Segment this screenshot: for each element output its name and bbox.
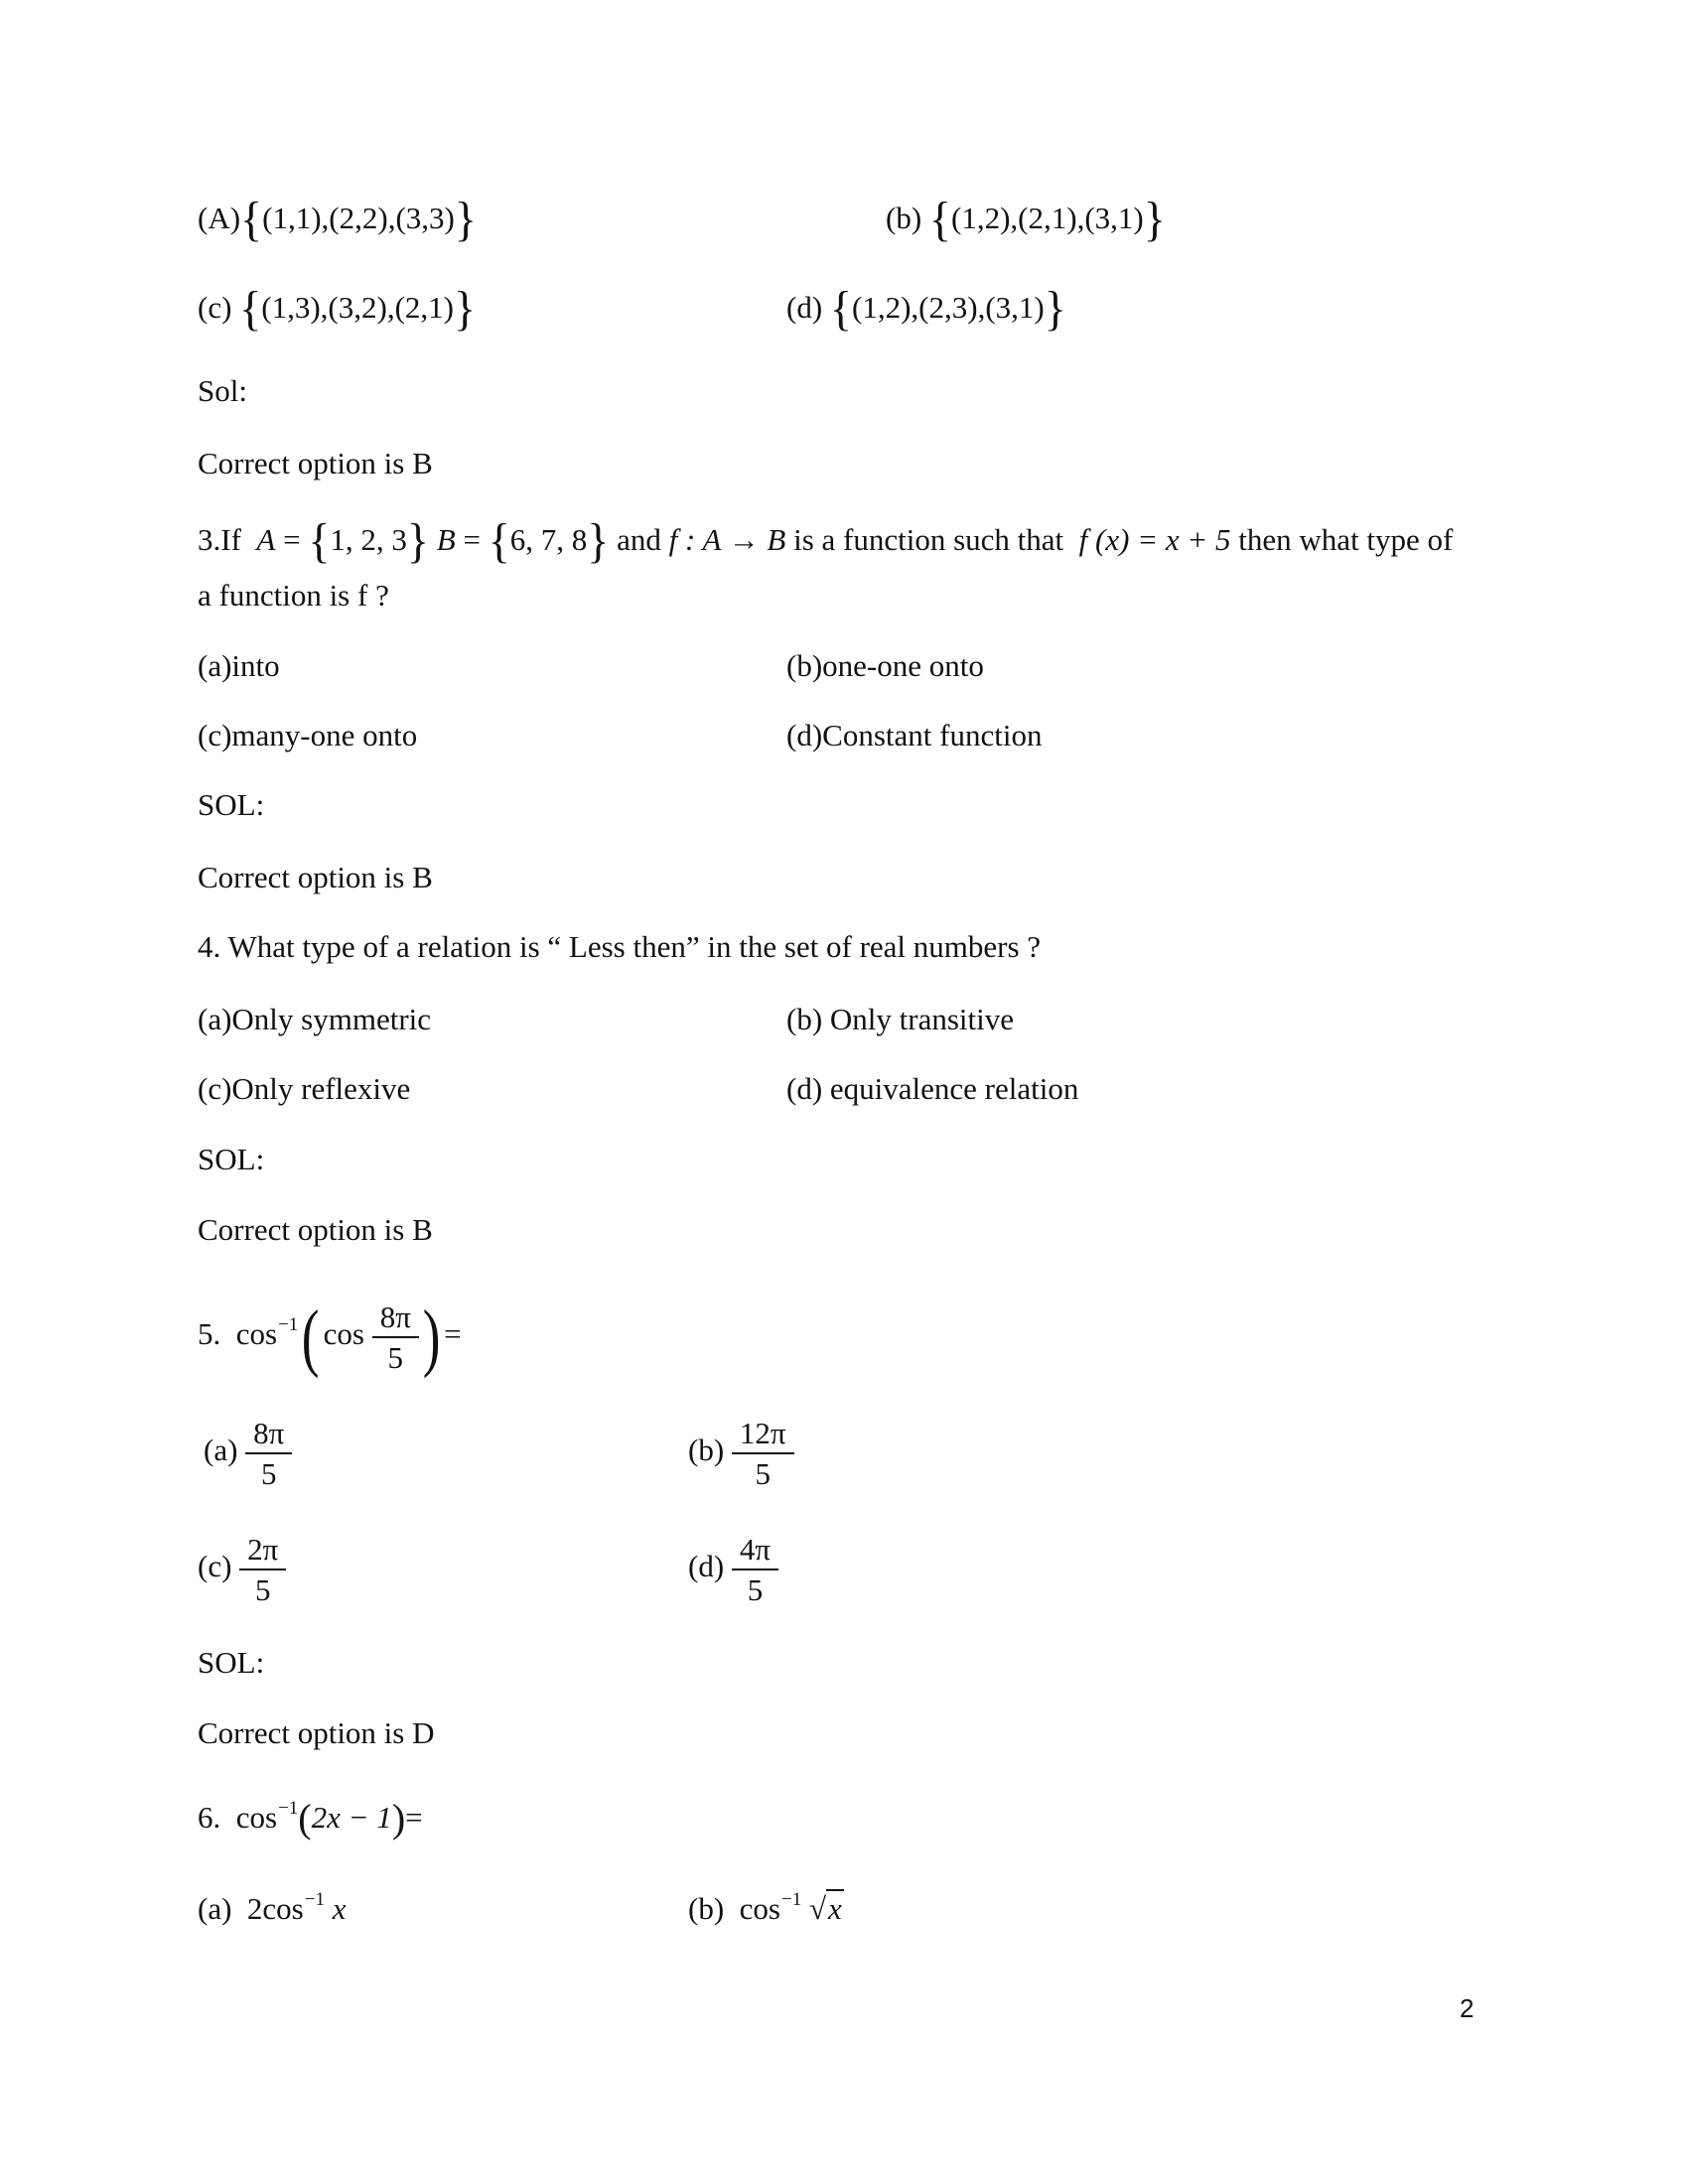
question-number: 3.If	[198, 522, 241, 557]
left-brace: {	[308, 513, 331, 568]
q5-question	[198, 1281, 462, 1379]
fraction	[243, 1531, 282, 1607]
option-label: (a)	[204, 1433, 238, 1467]
right-brace: }	[1143, 192, 1166, 246]
text-mid: is a function such that	[793, 522, 1064, 557]
function-mapping: : A → B	[685, 522, 786, 557]
pair: (2,3)	[918, 290, 978, 325]
fraction	[736, 1415, 790, 1491]
q2-option-d: (d) {(1,2),(2,3),(3,1)}	[786, 281, 1066, 336]
set-a-name: A	[256, 522, 276, 557]
function-def-rhs: = x + 5	[1137, 522, 1231, 557]
option-label: (a)	[198, 648, 232, 683]
inverse-superscript: −1	[278, 1798, 299, 1819]
q4-option-d	[786, 1069, 1078, 1109]
right-paren: )	[422, 1295, 441, 1379]
function-name: f	[668, 522, 678, 557]
option-text: many-one onto	[231, 718, 418, 752]
function-argument: x	[332, 1891, 347, 1926]
fraction-denominator: 5	[245, 1452, 292, 1489]
option-label: (d)	[786, 718, 823, 752]
option-label: (b)	[786, 1002, 830, 1036]
function-inner: cos	[323, 1316, 364, 1351]
set-b-elements: 6, 7, 8	[509, 522, 588, 557]
q3-option-d	[786, 716, 1042, 755]
pair: (2,2)	[329, 201, 388, 235]
left-brace: {	[488, 513, 510, 568]
inverse-superscript: −1	[780, 1889, 802, 1910]
option-label: (c)	[198, 718, 232, 752]
option-label: (a)	[198, 1002, 232, 1036]
option-text: into	[231, 648, 280, 683]
function-outer: cos	[235, 1316, 278, 1351]
q4-sol-label: SOL:	[198, 1142, 265, 1176]
inverse-superscript: −1	[304, 1889, 325, 1910]
fraction-denominator: 5	[239, 1569, 286, 1605]
q2-option-a: (A){(1,1),(2,2),(3,3)}	[198, 192, 477, 246]
pair: (2,1)	[394, 290, 454, 325]
function-name: cos	[235, 1800, 278, 1835]
q6-option-b	[688, 1880, 844, 1929]
radical-icon: √	[808, 1891, 826, 1926]
q4-option-b	[786, 1000, 1014, 1039]
q3-option-b	[786, 646, 984, 686]
fraction-numerator: 2π	[247, 1531, 279, 1567]
q2-option-b: (b) {(1,2),(2,1),(3,1)}	[886, 192, 1166, 246]
coefficient: 2	[246, 1891, 263, 1926]
right-brace: }	[453, 281, 477, 336]
equals-sign: =	[405, 1800, 423, 1835]
left-brace: {	[928, 192, 951, 246]
pair: (1,1)	[262, 201, 322, 235]
set-b-name: B	[436, 522, 456, 557]
option-label: (A)	[198, 201, 241, 235]
q4-option-a	[198, 1000, 431, 1039]
q6-question	[198, 1789, 423, 1839]
q3-option-a	[198, 646, 280, 686]
fraction-denominator: 5	[732, 1569, 778, 1605]
q3-option-c	[198, 716, 417, 755]
question-number: 6.	[198, 1800, 221, 1835]
function-def-lhs: f (x)	[1078, 522, 1130, 557]
fraction-numerator: 12π	[739, 1415, 786, 1450]
option-label: (b)	[688, 1433, 725, 1467]
text-end: then what type of	[1238, 522, 1454, 557]
q2-sol-label: Sol:	[198, 373, 247, 408]
left-brace: {	[829, 281, 852, 336]
q6-option-a	[198, 1880, 346, 1929]
left-paren: (	[298, 1796, 312, 1841]
left-brace: {	[239, 281, 262, 336]
right-paren: )	[391, 1796, 406, 1841]
option-label: (d)	[786, 290, 823, 325]
q3-sol-label: SOL:	[198, 787, 265, 822]
fraction	[736, 1531, 774, 1607]
option-text: one-one onto	[822, 648, 984, 683]
q5-option-d	[688, 1531, 778, 1605]
right-brace: }	[454, 192, 477, 246]
q5-option-c	[198, 1531, 286, 1605]
q4-answer: Correct option is B	[198, 1212, 433, 1247]
q5-sol-label: SOL:	[198, 1645, 265, 1680]
option-label: (c)	[198, 1549, 232, 1583]
question-number: 5.	[198, 1316, 221, 1351]
option-text: Constant function	[822, 718, 1043, 752]
q5-option-b	[688, 1415, 794, 1489]
left-paren: (	[302, 1295, 320, 1379]
pair: (3,1)	[1084, 201, 1144, 235]
page-number: 2	[1460, 1993, 1475, 2023]
radicand: x	[827, 1891, 842, 1926]
option-label: (a)	[198, 1891, 232, 1926]
q3-question-line2: a function is f ?	[198, 578, 389, 613]
q4-question: 4. What type of a relation is “ Less then” in the set of real numbers ?	[198, 929, 1042, 964]
option-text: Only reflexive	[231, 1071, 411, 1106]
q2-answer: Correct option is B	[198, 446, 433, 480]
fraction-numerator: 8π	[253, 1415, 285, 1450]
pair: (3,1)	[985, 290, 1045, 325]
q3-answer: Correct option is B	[198, 860, 433, 894]
right-brace: }	[587, 513, 610, 568]
inverse-superscript: −1	[278, 1314, 299, 1335]
q4-option-c	[198, 1069, 410, 1109]
option-label: (d)	[786, 1071, 830, 1106]
left-brace: {	[240, 192, 263, 246]
right-brace: }	[1044, 281, 1066, 336]
pair: (3,2)	[328, 290, 387, 325]
option-text: equivalence relation	[829, 1071, 1079, 1106]
function-name: cos	[262, 1891, 304, 1926]
square-root	[809, 1889, 844, 1929]
fraction	[376, 1298, 415, 1375]
option-label: (b)	[786, 648, 823, 683]
function-argument: 2x − 1	[311, 1800, 392, 1835]
option-text: Only symmetric	[231, 1002, 432, 1036]
pair: (1,2)	[951, 201, 1011, 235]
pair: (3,3)	[395, 201, 455, 235]
option-text: Only transitive	[829, 1002, 1015, 1036]
fraction	[249, 1415, 288, 1491]
right-brace: }	[406, 513, 430, 568]
fraction-numerator: 8π	[379, 1298, 411, 1334]
option-label: (c)	[198, 290, 232, 325]
pair: (2,1)	[1018, 201, 1077, 235]
pair: (1,3)	[261, 290, 321, 325]
option-label: (b)	[886, 201, 922, 235]
pair: (1,2)	[852, 290, 912, 325]
q5-answer: Correct option is D	[198, 1715, 435, 1750]
q5-option-a	[204, 1415, 292, 1489]
q2-option-c: (c) {(1,3),(3,2),(2,1)}	[198, 281, 477, 336]
fraction-denominator: 5	[372, 1336, 419, 1373]
equals-sign: =	[444, 1316, 462, 1351]
option-label: (b)	[688, 1891, 725, 1926]
text-and: and	[617, 522, 661, 557]
option-label: (c)	[198, 1071, 232, 1106]
function-name: cos	[739, 1891, 780, 1926]
q3-question-line1: 3.If A = {1, 2, 3} B = {6, 7, 8} and f : A → B is a function such that f (x) = x + 5 then what type of	[198, 513, 1454, 568]
fraction-numerator: 4π	[739, 1531, 772, 1567]
set-a-elements: 1, 2, 3	[330, 522, 407, 557]
fraction-denominator: 5	[732, 1452, 794, 1489]
option-label: (d)	[688, 1549, 725, 1583]
